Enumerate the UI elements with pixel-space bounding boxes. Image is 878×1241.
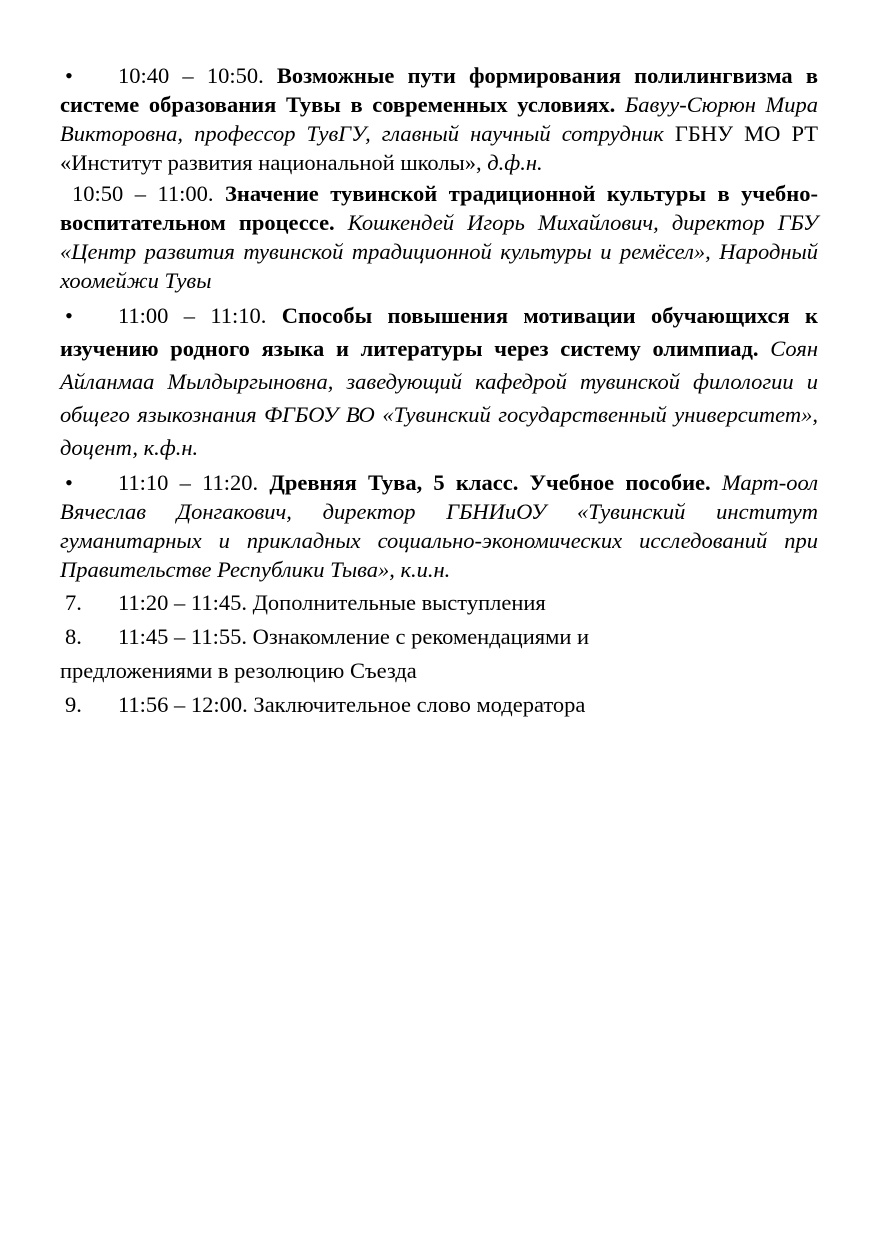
agenda-time: 10:50 – 11:00. (72, 181, 214, 206)
numbered-item (60, 586, 818, 620)
agenda-time: 11:10 – 11:20. (118, 470, 259, 495)
agenda-item (60, 468, 818, 584)
item-text: 11:45 – 11:55. Ознакомление с рекомендациями и (118, 624, 590, 649)
agenda-title: Значение тувинской традиционной культуры в учебно-воспитательном процессе. (60, 181, 819, 235)
bullet-marker: • (65, 303, 73, 328)
numbered-item (60, 688, 818, 722)
agenda-item (60, 179, 818, 295)
item-text-continued: предложениями в резолюцию Съезда (60, 658, 417, 683)
speaker-info: Кошкендей Игорь Михайлович, директор ГБУ «Центр развития тувинской традиционной культуры и ремёсел», Народный хоомейжи Тувы (60, 210, 819, 293)
bullet-marker: • (65, 63, 73, 88)
item-text: 11:56 – 12:00. Заключительное слово модератора (118, 692, 586, 717)
bullet-marker: • (65, 470, 73, 495)
agenda-title: Способы повышения мотивации обучающихся к изучению родного языка и литературы через систему олимпиад. (60, 303, 818, 361)
agenda-time: 10:40 – 10:50. (118, 63, 264, 88)
speaker-info: Бавуу-Сюрюн Мира Викторовна, профессор ТувГУ, главный научный сотрудник (60, 92, 818, 146)
agenda-title: Возможные пути формирования полилингвизма в системе образования Тувы в современных условиях. (60, 63, 818, 117)
agenda-item (60, 299, 818, 464)
numbered-item (60, 620, 818, 688)
agenda-item (60, 61, 818, 177)
agenda-time: 11:00 – 11:10. (118, 303, 267, 328)
item-number: 9. (65, 692, 82, 717)
item-number: 8. (65, 624, 82, 649)
speaker-degree: д.ф.н. (487, 150, 543, 175)
document-page (60, 61, 818, 722)
speaker-organization: ГБНУ МО РТ «Институт развития национальной школы», (60, 121, 818, 175)
speaker-info: Март-оол Вячеслав Донгакович, директор ГБНИиОУ «Тувинский институт гуманитарных и прикладных социально-экономических исследований при Правительстве Республики Тыва», к.и.н. (60, 470, 819, 582)
speaker-info: Соян Айланмаа Мылдыргыновна, заведующий кафедрой тувинской филологии и общего языкознания ФГБОУ ВО «Тувинский государственный университет», доцент, к.ф.н. (60, 336, 819, 460)
item-number: 7. (65, 590, 82, 615)
agenda-title: Древняя Тува, 5 класс. Учебное пособие. (269, 470, 711, 495)
item-text: 11:20 – 11:45. Дополнительные выступления (118, 590, 546, 615)
